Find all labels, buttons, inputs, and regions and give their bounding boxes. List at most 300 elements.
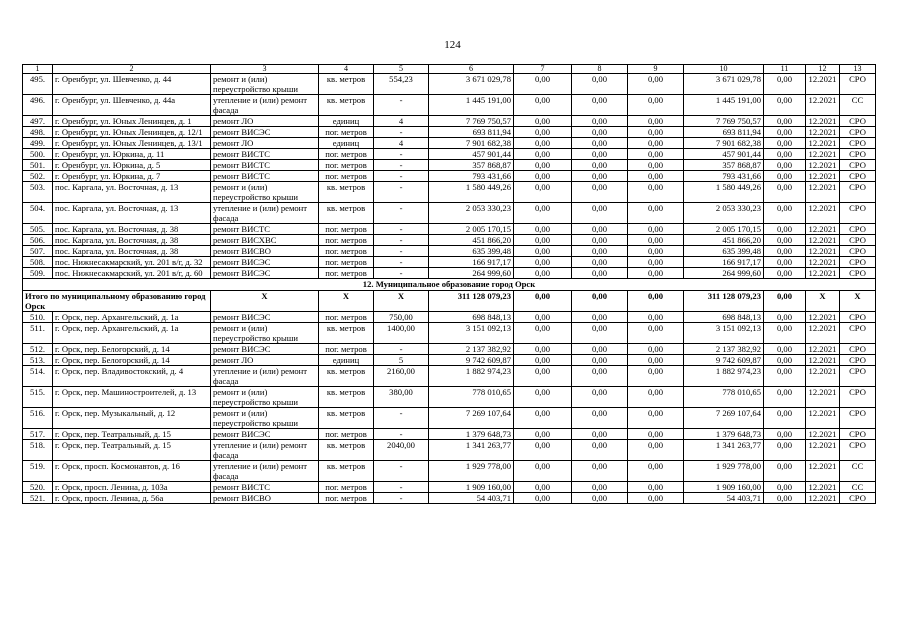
date-cell: 12.2021: [806, 203, 840, 224]
address-cell: пос. Нижнесакмарский, ул. 201 в/г, д. 32: [53, 257, 211, 268]
fund-type-cell: СРО: [840, 171, 876, 182]
unit-cell: пог. метров: [319, 312, 374, 323]
column-header: 5: [374, 65, 429, 74]
date-cell: 12.2021: [806, 224, 840, 235]
other-funds-cell: 0,00: [764, 408, 806, 429]
address-cell: г. Оренбург, ул. Юркина, д. 11: [53, 149, 211, 160]
address-cell: г. Орск, пер. Белогорский, д. 14: [53, 344, 211, 355]
work-type-cell: ремонт ВИСТС: [211, 160, 319, 171]
row-number: 513.: [23, 355, 53, 366]
table-row: [23, 149, 876, 160]
total-cost-cell: 311 128 079,23: [429, 291, 514, 312]
fund-cell: 0,00: [572, 149, 628, 160]
other-funds-cell: 0,00: [764, 138, 806, 149]
fund-cell: 0,00: [514, 429, 572, 440]
address-cell: г. Орск, просп. Ленина, д. 103а: [53, 482, 211, 493]
row-number: 512.: [23, 344, 53, 355]
column-header: 11: [764, 65, 806, 74]
table-row: [23, 160, 876, 171]
date-cell: 12.2021: [806, 493, 840, 504]
row-number: 497.: [23, 116, 53, 127]
address-cell: г. Оренбург, ул. Юркина, д. 7: [53, 171, 211, 182]
total-cell: 0,00: [764, 291, 806, 312]
column-header: 10: [684, 65, 764, 74]
date-cell: 12.2021: [806, 246, 840, 257]
fund-cell: 0,00: [572, 246, 628, 257]
work-type-cell: ремонт и (или) переустройство крыши: [211, 323, 319, 344]
quantity-cell: 1400,00: [374, 323, 429, 344]
date-cell: 12.2021: [806, 461, 840, 482]
fund-type-cell: СРО: [840, 74, 876, 95]
date-cell: 12.2021: [806, 95, 840, 116]
fund-cell: 0,00: [514, 482, 572, 493]
unit-cell: пог. метров: [319, 127, 374, 138]
section-title-row: [23, 279, 876, 291]
total-cost-cell: 698 848,13: [429, 312, 514, 323]
owners-funds-cell: 3 151 092,13: [684, 323, 764, 344]
fund-type-cell: СРО: [840, 366, 876, 387]
fund-cell: 0,00: [514, 160, 572, 171]
total-cost-cell: 7 769 750,57: [429, 116, 514, 127]
other-funds-cell: 0,00: [764, 203, 806, 224]
fund-cell: 0,00: [572, 257, 628, 268]
address-cell: г. Оренбург, ул. Юных Ленинцев, д. 12/1: [53, 127, 211, 138]
total-cost-cell: 1 445 191,00: [429, 95, 514, 116]
owners-funds-cell: 54 403,71: [684, 493, 764, 504]
owners-funds-cell: 1 929 778,00: [684, 461, 764, 482]
unit-cell: пог. метров: [319, 160, 374, 171]
total-cost-cell: 264 999,60: [429, 268, 514, 279]
column-header: 12: [806, 65, 840, 74]
fund-cell: 0,00: [514, 224, 572, 235]
work-type-cell: утепление и (или) ремонт фасада: [211, 95, 319, 116]
total-label: Итого по муниципальному образованию город Орск: [23, 291, 211, 312]
fund-cell: 0,00: [628, 355, 684, 366]
owners-funds-cell: 264 999,60: [684, 268, 764, 279]
other-funds-cell: 0,00: [764, 149, 806, 160]
fund-type-cell: СРО: [840, 355, 876, 366]
quantity-cell: 2040,00: [374, 440, 429, 461]
fund-cell: 0,00: [628, 268, 684, 279]
address-cell: пос. Нижнесакмарский, ул. 201 в/г, д. 60: [53, 268, 211, 279]
fund-type-cell: СС: [840, 461, 876, 482]
work-type-cell: ремонт ВИСВО: [211, 246, 319, 257]
quantity-cell: -: [374, 429, 429, 440]
row-number: 495.: [23, 74, 53, 95]
fund-cell: 0,00: [628, 116, 684, 127]
table-row: [23, 440, 876, 461]
fund-type-cell: СРО: [840, 224, 876, 235]
total-cost-cell: 2 005 170,15: [429, 224, 514, 235]
address-cell: г. Оренбург, ул. Юркина, д. 5: [53, 160, 211, 171]
address-cell: г. Орск, пер. Театральный, д. 15: [53, 440, 211, 461]
other-funds-cell: 0,00: [764, 493, 806, 504]
table-row: [23, 366, 876, 387]
row-number: 502.: [23, 171, 53, 182]
fund-cell: 0,00: [628, 366, 684, 387]
fund-cell: 0,00: [628, 203, 684, 224]
fund-cell: 0,00: [514, 246, 572, 257]
column-header: 1: [23, 65, 53, 74]
unit-cell: кв. метров: [319, 408, 374, 429]
table-row: [23, 224, 876, 235]
other-funds-cell: 0,00: [764, 355, 806, 366]
total-cost-cell: 2 137 382,92: [429, 344, 514, 355]
fund-cell: 0,00: [514, 235, 572, 246]
fund-cell: 0,00: [514, 440, 572, 461]
address-cell: пос. Каргала, ул. Восточная, д. 13: [53, 203, 211, 224]
fund-type-cell: СРО: [840, 182, 876, 203]
date-cell: 12.2021: [806, 344, 840, 355]
work-type-cell: ремонт ВИСЭС: [211, 257, 319, 268]
work-type-cell: утепление и (или) ремонт фасада: [211, 461, 319, 482]
address-cell: г. Орск, пер. Музыкальный, д. 12: [53, 408, 211, 429]
unit-cell: пог. метров: [319, 149, 374, 160]
fund-type-cell: СРО: [840, 235, 876, 246]
address-cell: г. Орск, просп. Космонавтов, д. 16: [53, 461, 211, 482]
work-type-cell: утепление и (или) ремонт фасада: [211, 366, 319, 387]
total-cell: X: [211, 291, 319, 312]
owners-funds-cell: 698 848,13: [684, 312, 764, 323]
unit-cell: кв. метров: [319, 203, 374, 224]
unit-cell: кв. метров: [319, 182, 374, 203]
table-row: [23, 429, 876, 440]
column-header: 2: [53, 65, 211, 74]
unit-cell: единиц: [319, 116, 374, 127]
address-cell: пос. Каргала, ул. Восточная, д. 13: [53, 182, 211, 203]
fund-cell: 0,00: [572, 482, 628, 493]
total-cost-cell: 2 053 330,23: [429, 203, 514, 224]
total-cost-cell: 778 010,65: [429, 387, 514, 408]
row-number: 499.: [23, 138, 53, 149]
row-number: 508.: [23, 257, 53, 268]
row-number: 509.: [23, 268, 53, 279]
work-type-cell: ремонт и (или) переустройство крыши: [211, 387, 319, 408]
owners-funds-cell: 793 431,66: [684, 171, 764, 182]
table-row: [23, 95, 876, 116]
owners-funds-cell: 693 811,94: [684, 127, 764, 138]
fund-cell: 0,00: [572, 116, 628, 127]
quantity-cell: -: [374, 246, 429, 257]
total-cost-cell: 3 151 092,13: [429, 323, 514, 344]
row-number: 504.: [23, 203, 53, 224]
table-row: [23, 461, 876, 482]
owners-funds-cell: 1 882 974,23: [684, 366, 764, 387]
quantity-cell: -: [374, 482, 429, 493]
other-funds-cell: 0,00: [764, 440, 806, 461]
owners-funds-cell: 166 917,17: [684, 257, 764, 268]
table-row: [23, 171, 876, 182]
other-funds-cell: 0,00: [764, 461, 806, 482]
fund-cell: 0,00: [572, 235, 628, 246]
owners-funds-cell: 7 769 750,57: [684, 116, 764, 127]
other-funds-cell: 0,00: [764, 160, 806, 171]
total-cell: X: [374, 291, 429, 312]
unit-cell: пог. метров: [319, 171, 374, 182]
fund-cell: 0,00: [628, 387, 684, 408]
quantity-cell: -: [374, 149, 429, 160]
table-row: [23, 268, 876, 279]
address-cell: г. Оренбург, ул. Юных Ленинцев, д. 1: [53, 116, 211, 127]
fund-type-cell: СРО: [840, 312, 876, 323]
fund-type-cell: СРО: [840, 138, 876, 149]
table-row: [23, 387, 876, 408]
fund-type-cell: СРО: [840, 246, 876, 257]
owners-funds-cell: 451 866,20: [684, 235, 764, 246]
fund-cell: 0,00: [514, 366, 572, 387]
fund-cell: 0,00: [572, 224, 628, 235]
other-funds-cell: 0,00: [764, 74, 806, 95]
total-cost-cell: 1 882 974,23: [429, 366, 514, 387]
work-type-cell: ремонт ВИСЭС: [211, 127, 319, 138]
fund-cell: 0,00: [514, 323, 572, 344]
date-cell: 12.2021: [806, 160, 840, 171]
fund-cell: 0,00: [572, 387, 628, 408]
other-funds-cell: 0,00: [764, 224, 806, 235]
unit-cell: пог. метров: [319, 246, 374, 257]
date-cell: 12.2021: [806, 138, 840, 149]
fund-cell: 0,00: [514, 182, 572, 203]
quantity-cell: -: [374, 224, 429, 235]
date-cell: 12.2021: [806, 149, 840, 160]
table-row: [23, 408, 876, 429]
work-type-cell: ремонт ЛО: [211, 116, 319, 127]
fund-cell: 0,00: [628, 344, 684, 355]
row-number: 516.: [23, 408, 53, 429]
row-number: 501.: [23, 160, 53, 171]
owners-funds-cell: 1 580 449,26: [684, 182, 764, 203]
quantity-cell: -: [374, 235, 429, 246]
quantity-cell: 4: [374, 138, 429, 149]
fund-type-cell: СРО: [840, 493, 876, 504]
fund-type-cell: СРО: [840, 344, 876, 355]
quantity-cell: -: [374, 171, 429, 182]
fund-cell: 0,00: [572, 408, 628, 429]
quantity-cell: -: [374, 257, 429, 268]
fund-type-cell: СС: [840, 95, 876, 116]
address-cell: г. Оренбург, ул. Шевченко, д. 44а: [53, 95, 211, 116]
fund-cell: 0,00: [628, 127, 684, 138]
quantity-cell: -: [374, 461, 429, 482]
table-row: [23, 344, 876, 355]
fund-type-cell: СС: [840, 482, 876, 493]
other-funds-cell: 0,00: [764, 246, 806, 257]
column-header: 8: [572, 65, 628, 74]
fund-type-cell: СРО: [840, 127, 876, 138]
fund-cell: 0,00: [572, 461, 628, 482]
fund-cell: 0,00: [628, 440, 684, 461]
date-cell: 12.2021: [806, 482, 840, 493]
column-header: 13: [840, 65, 876, 74]
row-number: 505.: [23, 224, 53, 235]
fund-cell: 0,00: [572, 95, 628, 116]
fund-type-cell: СРО: [840, 429, 876, 440]
fund-cell: 0,00: [628, 312, 684, 323]
work-type-cell: утепление и (или) ремонт фасада: [211, 440, 319, 461]
work-type-cell: утепление и (или) ремонт фасада: [211, 203, 319, 224]
other-funds-cell: 0,00: [764, 235, 806, 246]
fund-cell: 0,00: [628, 171, 684, 182]
column-header-row: [23, 65, 876, 74]
owners-funds-cell: 635 399,48: [684, 246, 764, 257]
fund-type-cell: СРО: [840, 149, 876, 160]
date-cell: 12.2021: [806, 268, 840, 279]
total-cost-cell: 1 580 449,26: [429, 182, 514, 203]
fund-cell: 0,00: [514, 461, 572, 482]
date-cell: 12.2021: [806, 235, 840, 246]
quantity-cell: 5: [374, 355, 429, 366]
work-type-cell: ремонт ВИСЭС: [211, 429, 319, 440]
unit-cell: пог. метров: [319, 224, 374, 235]
table-row: [23, 312, 876, 323]
owners-funds-cell: 357 868,87: [684, 160, 764, 171]
total-row: [23, 291, 876, 312]
date-cell: 12.2021: [806, 116, 840, 127]
total-cost-cell: 693 811,94: [429, 127, 514, 138]
other-funds-cell: 0,00: [764, 429, 806, 440]
other-funds-cell: 0,00: [764, 268, 806, 279]
row-number: 507.: [23, 246, 53, 257]
work-type-cell: ремонт и (или) переустройство крыши: [211, 182, 319, 203]
fund-cell: 0,00: [628, 95, 684, 116]
total-cell: 311 128 079,23: [684, 291, 764, 312]
other-funds-cell: 0,00: [764, 366, 806, 387]
fund-cell: 0,00: [628, 482, 684, 493]
owners-funds-cell: 2 053 330,23: [684, 203, 764, 224]
owners-funds-cell: 1 445 191,00: [684, 95, 764, 116]
unit-cell: кв. метров: [319, 387, 374, 408]
fund-cell: 0,00: [514, 344, 572, 355]
address-cell: пос. Каргала, ул. Восточная, д. 38: [53, 246, 211, 257]
row-number: 514.: [23, 366, 53, 387]
fund-cell: 0,00: [514, 203, 572, 224]
fund-cell: 0,00: [628, 182, 684, 203]
fund-cell: 0,00: [628, 323, 684, 344]
unit-cell: единиц: [319, 355, 374, 366]
other-funds-cell: 0,00: [764, 127, 806, 138]
row-number: 496.: [23, 95, 53, 116]
date-cell: 12.2021: [806, 127, 840, 138]
date-cell: 12.2021: [806, 312, 840, 323]
unit-cell: пог. метров: [319, 482, 374, 493]
column-header: 6: [429, 65, 514, 74]
other-funds-cell: 0,00: [764, 116, 806, 127]
row-number: 517.: [23, 429, 53, 440]
work-type-cell: ремонт ВИСХВС: [211, 235, 319, 246]
work-type-cell: ремонт ВИСВО: [211, 493, 319, 504]
other-funds-cell: 0,00: [764, 95, 806, 116]
row-number: 519.: [23, 461, 53, 482]
unit-cell: пог. метров: [319, 344, 374, 355]
work-type-cell: ремонт и (или) переустройство крыши: [211, 74, 319, 95]
fund-cell: 0,00: [514, 116, 572, 127]
unit-cell: кв. метров: [319, 95, 374, 116]
total-cell: 0,00: [572, 291, 628, 312]
fund-cell: 0,00: [514, 74, 572, 95]
fund-type-cell: СРО: [840, 203, 876, 224]
unit-cell: пог. метров: [319, 268, 374, 279]
fund-cell: 0,00: [514, 387, 572, 408]
table-row: [23, 127, 876, 138]
row-number: 503.: [23, 182, 53, 203]
address-cell: г. Орск, просп. Ленина, д. 56а: [53, 493, 211, 504]
table-row: [23, 257, 876, 268]
unit-cell: пог. метров: [319, 257, 374, 268]
total-cost-cell: 457 901,44: [429, 149, 514, 160]
owners-funds-cell: 457 901,44: [684, 149, 764, 160]
quantity-cell: -: [374, 268, 429, 279]
work-type-cell: ремонт ВИСЭС: [211, 344, 319, 355]
owners-funds-cell: 2 005 170,15: [684, 224, 764, 235]
section-title: 12. Муниципальное образование город Орск: [23, 279, 876, 291]
fund-cell: 0,00: [514, 312, 572, 323]
fund-cell: 0,00: [514, 149, 572, 160]
quantity-cell: -: [374, 344, 429, 355]
column-header: 3: [211, 65, 319, 74]
owners-funds-cell: 1 341 263,77: [684, 440, 764, 461]
other-funds-cell: 0,00: [764, 387, 806, 408]
date-cell: 12.2021: [806, 182, 840, 203]
other-funds-cell: 0,00: [764, 312, 806, 323]
fund-cell: 0,00: [514, 95, 572, 116]
fund-type-cell: СРО: [840, 268, 876, 279]
quantity-cell: -: [374, 182, 429, 203]
fund-cell: 0,00: [572, 268, 628, 279]
table-row: [23, 203, 876, 224]
row-number: 518.: [23, 440, 53, 461]
fund-cell: 0,00: [572, 440, 628, 461]
column-header: 7: [514, 65, 572, 74]
table-row: [23, 246, 876, 257]
unit-cell: пог. метров: [319, 235, 374, 246]
address-cell: г. Орск, пер. Театральный, д. 15: [53, 429, 211, 440]
address-cell: г. Орск, пер. Белогорский, д. 14: [53, 355, 211, 366]
fund-cell: 0,00: [572, 74, 628, 95]
owners-funds-cell: 1 379 648,73: [684, 429, 764, 440]
fund-cell: 0,00: [628, 429, 684, 440]
fund-type-cell: СРО: [840, 257, 876, 268]
fund-cell: 0,00: [572, 182, 628, 203]
work-type-cell: ремонт ВИСТС: [211, 224, 319, 235]
row-number: 506.: [23, 235, 53, 246]
fund-cell: 0,00: [628, 224, 684, 235]
unit-cell: кв. метров: [319, 440, 374, 461]
total-cell: 0,00: [628, 291, 684, 312]
fund-cell: 0,00: [628, 257, 684, 268]
quantity-cell: 554,23: [374, 74, 429, 95]
fund-cell: 0,00: [572, 344, 628, 355]
total-cost-cell: 357 868,87: [429, 160, 514, 171]
owners-funds-cell: 1 909 160,00: [684, 482, 764, 493]
fund-type-cell: СРО: [840, 323, 876, 344]
work-type-cell: ремонт и (или) переустройство крыши: [211, 408, 319, 429]
fund-type-cell: СРО: [840, 440, 876, 461]
fund-type-cell: СРО: [840, 160, 876, 171]
table-row: [23, 74, 876, 95]
fund-cell: 0,00: [514, 408, 572, 429]
row-number: 520.: [23, 482, 53, 493]
fund-cell: 0,00: [572, 203, 628, 224]
fund-cell: 0,00: [514, 257, 572, 268]
fund-cell: 0,00: [514, 138, 572, 149]
row-number: 500.: [23, 149, 53, 160]
fund-cell: 0,00: [514, 268, 572, 279]
total-cost-cell: 1 929 778,00: [429, 461, 514, 482]
date-cell: 12.2021: [806, 171, 840, 182]
table-row: [23, 235, 876, 246]
unit-cell: пог. метров: [319, 493, 374, 504]
table-row: [23, 116, 876, 127]
